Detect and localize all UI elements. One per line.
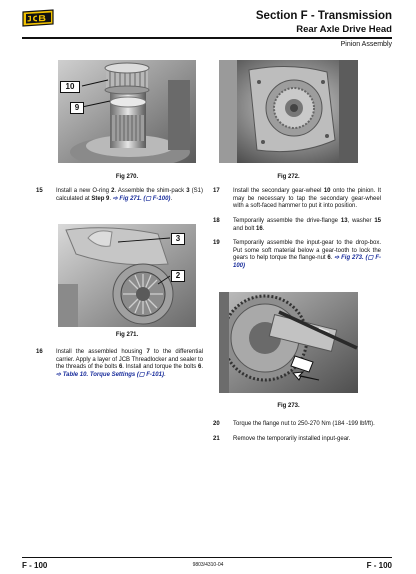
section-title: Section F - Transmission <box>255 10 392 22</box>
step-21 <box>213 436 381 444</box>
fig-273-photo <box>219 292 358 393</box>
fig-271-caption: Fig 271. <box>115 332 139 338</box>
step-number: 20 <box>213 421 220 427</box>
fig-270-photo <box>58 60 196 163</box>
step-text: Torque the flange nut to 250-270 Nm (184 -199 lbf/ft). <box>233 421 375 427</box>
fig-272-caption: Fig 272. <box>277 174 300 180</box>
step-text: Install a new O-ring 2. Assemble the shim-pack 3 (S1) calculated at Step 9. ➩ Fig 271. (▢ F-100). <box>56 188 203 202</box>
step-number: 17 <box>213 188 220 194</box>
subsection-title: Pinion Assembly <box>340 41 392 48</box>
step-18 <box>213 218 381 234</box>
torque-table-link[interactable]: ➩ Table 10. Torque Settings (▢ F-101) <box>56 371 164 378</box>
step-number: 16 <box>36 349 43 355</box>
step-text: Temporarily assemble the input-gear to the drop-box. Put some soft material below a gear-tooth to lock the gears to help torque the flange-nut 6. ➩ Fig 273. (▢ F-100) <box>233 240 381 269</box>
step-15 <box>36 188 203 204</box>
fig-270-caption: Fig 270. <box>115 174 139 180</box>
step-text: Temporarily assemble the drive-flange 13, washer 15 and bolt 16. <box>233 218 382 232</box>
fig-270-callout-10: 10 <box>60 81 80 93</box>
header-rule <box>22 37 392 39</box>
document-code: 9803/4310-04 <box>192 562 224 568</box>
jcb-logo <box>21 9 55 27</box>
fig-271-callout-2: 2 <box>171 270 185 282</box>
step-number: 19 <box>213 240 220 246</box>
page-subtitle: Rear Axle Drive Head <box>296 24 392 35</box>
step-17 <box>213 188 381 212</box>
fig-273-caption: Fig 273. <box>277 403 300 409</box>
page-number-right: F - 100 <box>366 561 392 570</box>
page-number-left: F - 100 <box>22 561 48 570</box>
step-16 <box>36 349 203 381</box>
fig-271-photo <box>58 224 196 327</box>
step-19 <box>213 240 381 272</box>
fig-273-link[interactable]: ➩ Fig 273. (▢ F-100) <box>233 255 381 269</box>
fig-272-photo <box>219 60 358 163</box>
step-number: 21 <box>213 436 220 442</box>
footer-rule <box>22 557 392 558</box>
step-number: 18 <box>213 218 220 224</box>
step-text: Install the assembled housing 7 to the differential carrier. Apply a layer of JCB Threadlocker and sealer to the threads of the bolts 6. Install and torque the bolts 6. ➩ Table 10. Torque Settings (▢ F-101). <box>56 349 204 378</box>
step-text: Install the secondary gear-wheel 10 onto the pinion. It may be necessary to tap the secondary gear-wheel with a soft-faced hammer to put it into position. <box>233 188 381 210</box>
step-20 <box>213 421 385 429</box>
fig-270-callout-9: 9 <box>70 102 84 114</box>
fig-271-callout-3: 3 <box>171 233 185 245</box>
fig-271-link[interactable]: ➩ Fig 271. (▢ F-100) <box>112 195 171 202</box>
step-number: 15 <box>36 188 43 194</box>
step-text: Remove the temporarily installed input-gear. <box>233 436 351 442</box>
